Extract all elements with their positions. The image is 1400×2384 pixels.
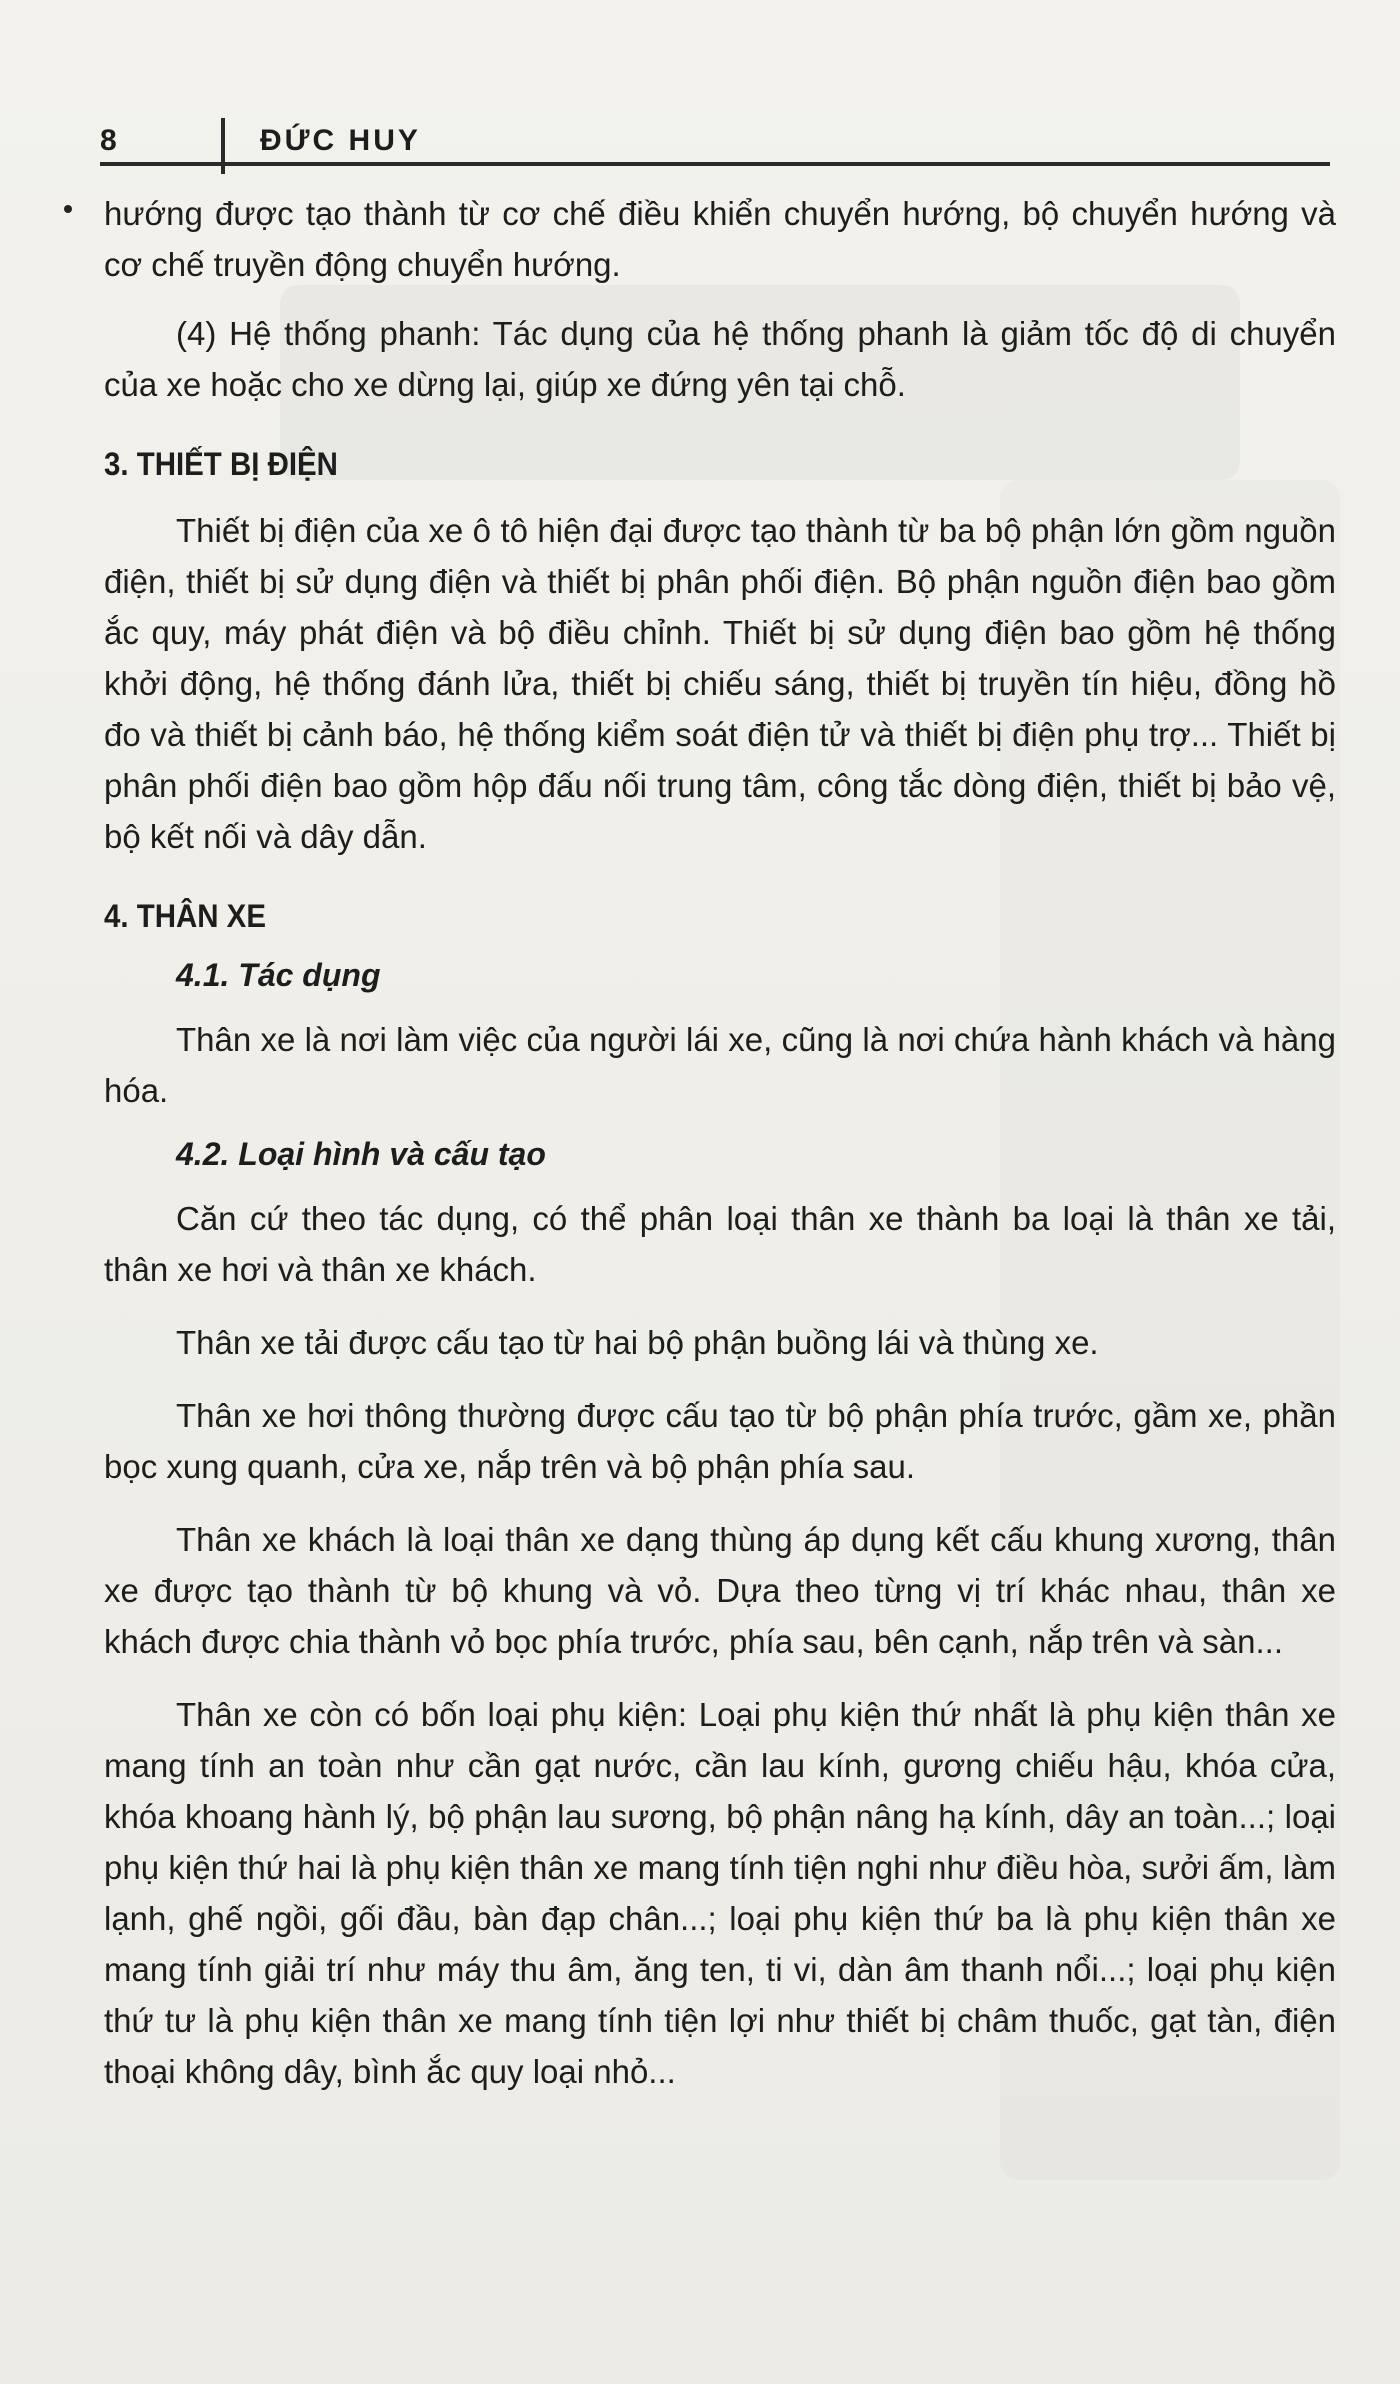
paragraph: (4) Hệ thống phanh: Tác dụng của hệ thống phanh là giảm tốc độ di chuyển của xe hoặc cho xe dừng lại, giúp xe đứng yên tại chỗ.: [104, 315, 1336, 403]
paragraph: Thân xe tải được cấu tạo từ hai bộ phận buồng lái và thùng xe.: [176, 1324, 1099, 1361]
header-rule: [100, 162, 1330, 166]
section-heading: 3. THIẾT BỊ ĐIỆN: [104, 446, 338, 482]
page-body: [104, 188, 1336, 2097]
paragraph: Thân xe hơi thông thường được cấu tạo từ bộ phận phía trước, gầm xe, phần bọc xung quanh, cửa xe, nắp trên và bộ phận phía sau.: [104, 1397, 1336, 1485]
page-header: [100, 108, 1330, 166]
running-head: ĐỨC HUY: [260, 124, 421, 157]
paragraph: hướng được tạo thành từ cơ chế điều khiển chuyển hướng, bộ chuyển hướng và cơ chế truyền động chuyển hướng.: [104, 195, 1336, 283]
paragraph: Thân xe khách là loại thân xe dạng thùng áp dụng kết cấu khung xương, thân xe được tạo thành từ bộ khung và vỏ. Dựa theo từng vị trí khác nhau, thân xe khách được chia thành vỏ bọc phía trước, phía sau, bên cạnh, nắp trên và sàn...: [104, 1521, 1336, 1660]
paragraph: Thân xe là nơi làm việc của người lái xe, cũng là nơi chứa hành khách và hàng hóa.: [104, 1021, 1336, 1109]
subsection-heading: 4.1. Tác dụng: [176, 957, 381, 993]
margin-dot: [64, 205, 72, 213]
paragraph: Thân xe còn có bốn loại phụ kiện: Loại phụ kiện thứ nhất là phụ kiện thân xe mang tính an toàn như cần gạt nước, cần lau kính, gương chiếu hậu, khóa cửa, khóa khoang hành lý, bộ phận lau sương, bộ phận nâng hạ kính, dây an toàn...; loại phụ kiện thứ hai là phụ kiện thân xe mang tính tiện nghi như điều hòa, sưởi ấm, làm lạnh, ghế ngồi, gối đầu, bàn đạp chân...; loại phụ kiện thứ ba là phụ kiện thân xe mang tính giải trí như máy thu âm, ăng ten, ti vi, dàn âm thanh nổi...; loại phụ kiện thứ tư là phụ kiện thân xe mang tính tiện lợi như thiết bị châm thuốc, gạt tàn, điện thoại không dây, bình ắc quy loại nhỏ...: [104, 1696, 1336, 2090]
section-heading: 4. THÂN XE: [104, 898, 266, 934]
page-number: 8: [100, 124, 118, 157]
paragraph: Căn cứ theo tác dụng, có thể phân loại thân xe thành ba loại là thân xe tải, thân xe hơi và thân xe khách.: [104, 1200, 1336, 1288]
paragraph: Thiết bị điện của xe ô tô hiện đại được tạo thành từ ba bộ phận lớn gồm nguồn điện, thiết bị sử dụng điện và thiết bị phân phối điện. Bộ phận nguồn điện bao gồm ắc quy, máy phát điện và bộ điều chỉnh. Thiết bị sử dụng điện bao gồm hệ thống khởi động, hệ thống đánh lửa, thiết bị chiếu sáng, thiết bị truyền tín hiệu, đồng hồ đo và thiết bị cảnh báo, hệ thống kiểm soát điện tử và thiết bị điện phụ trợ... Thiết bị phân phối điện bao gồm hộp đấu nối trung tâm, công tắc dòng điện, thiết bị bảo vệ, bộ kết nối và dây dẫn.: [104, 512, 1336, 855]
subsection-heading: 4.2. Loại hình và cấu tạo: [176, 1136, 546, 1172]
